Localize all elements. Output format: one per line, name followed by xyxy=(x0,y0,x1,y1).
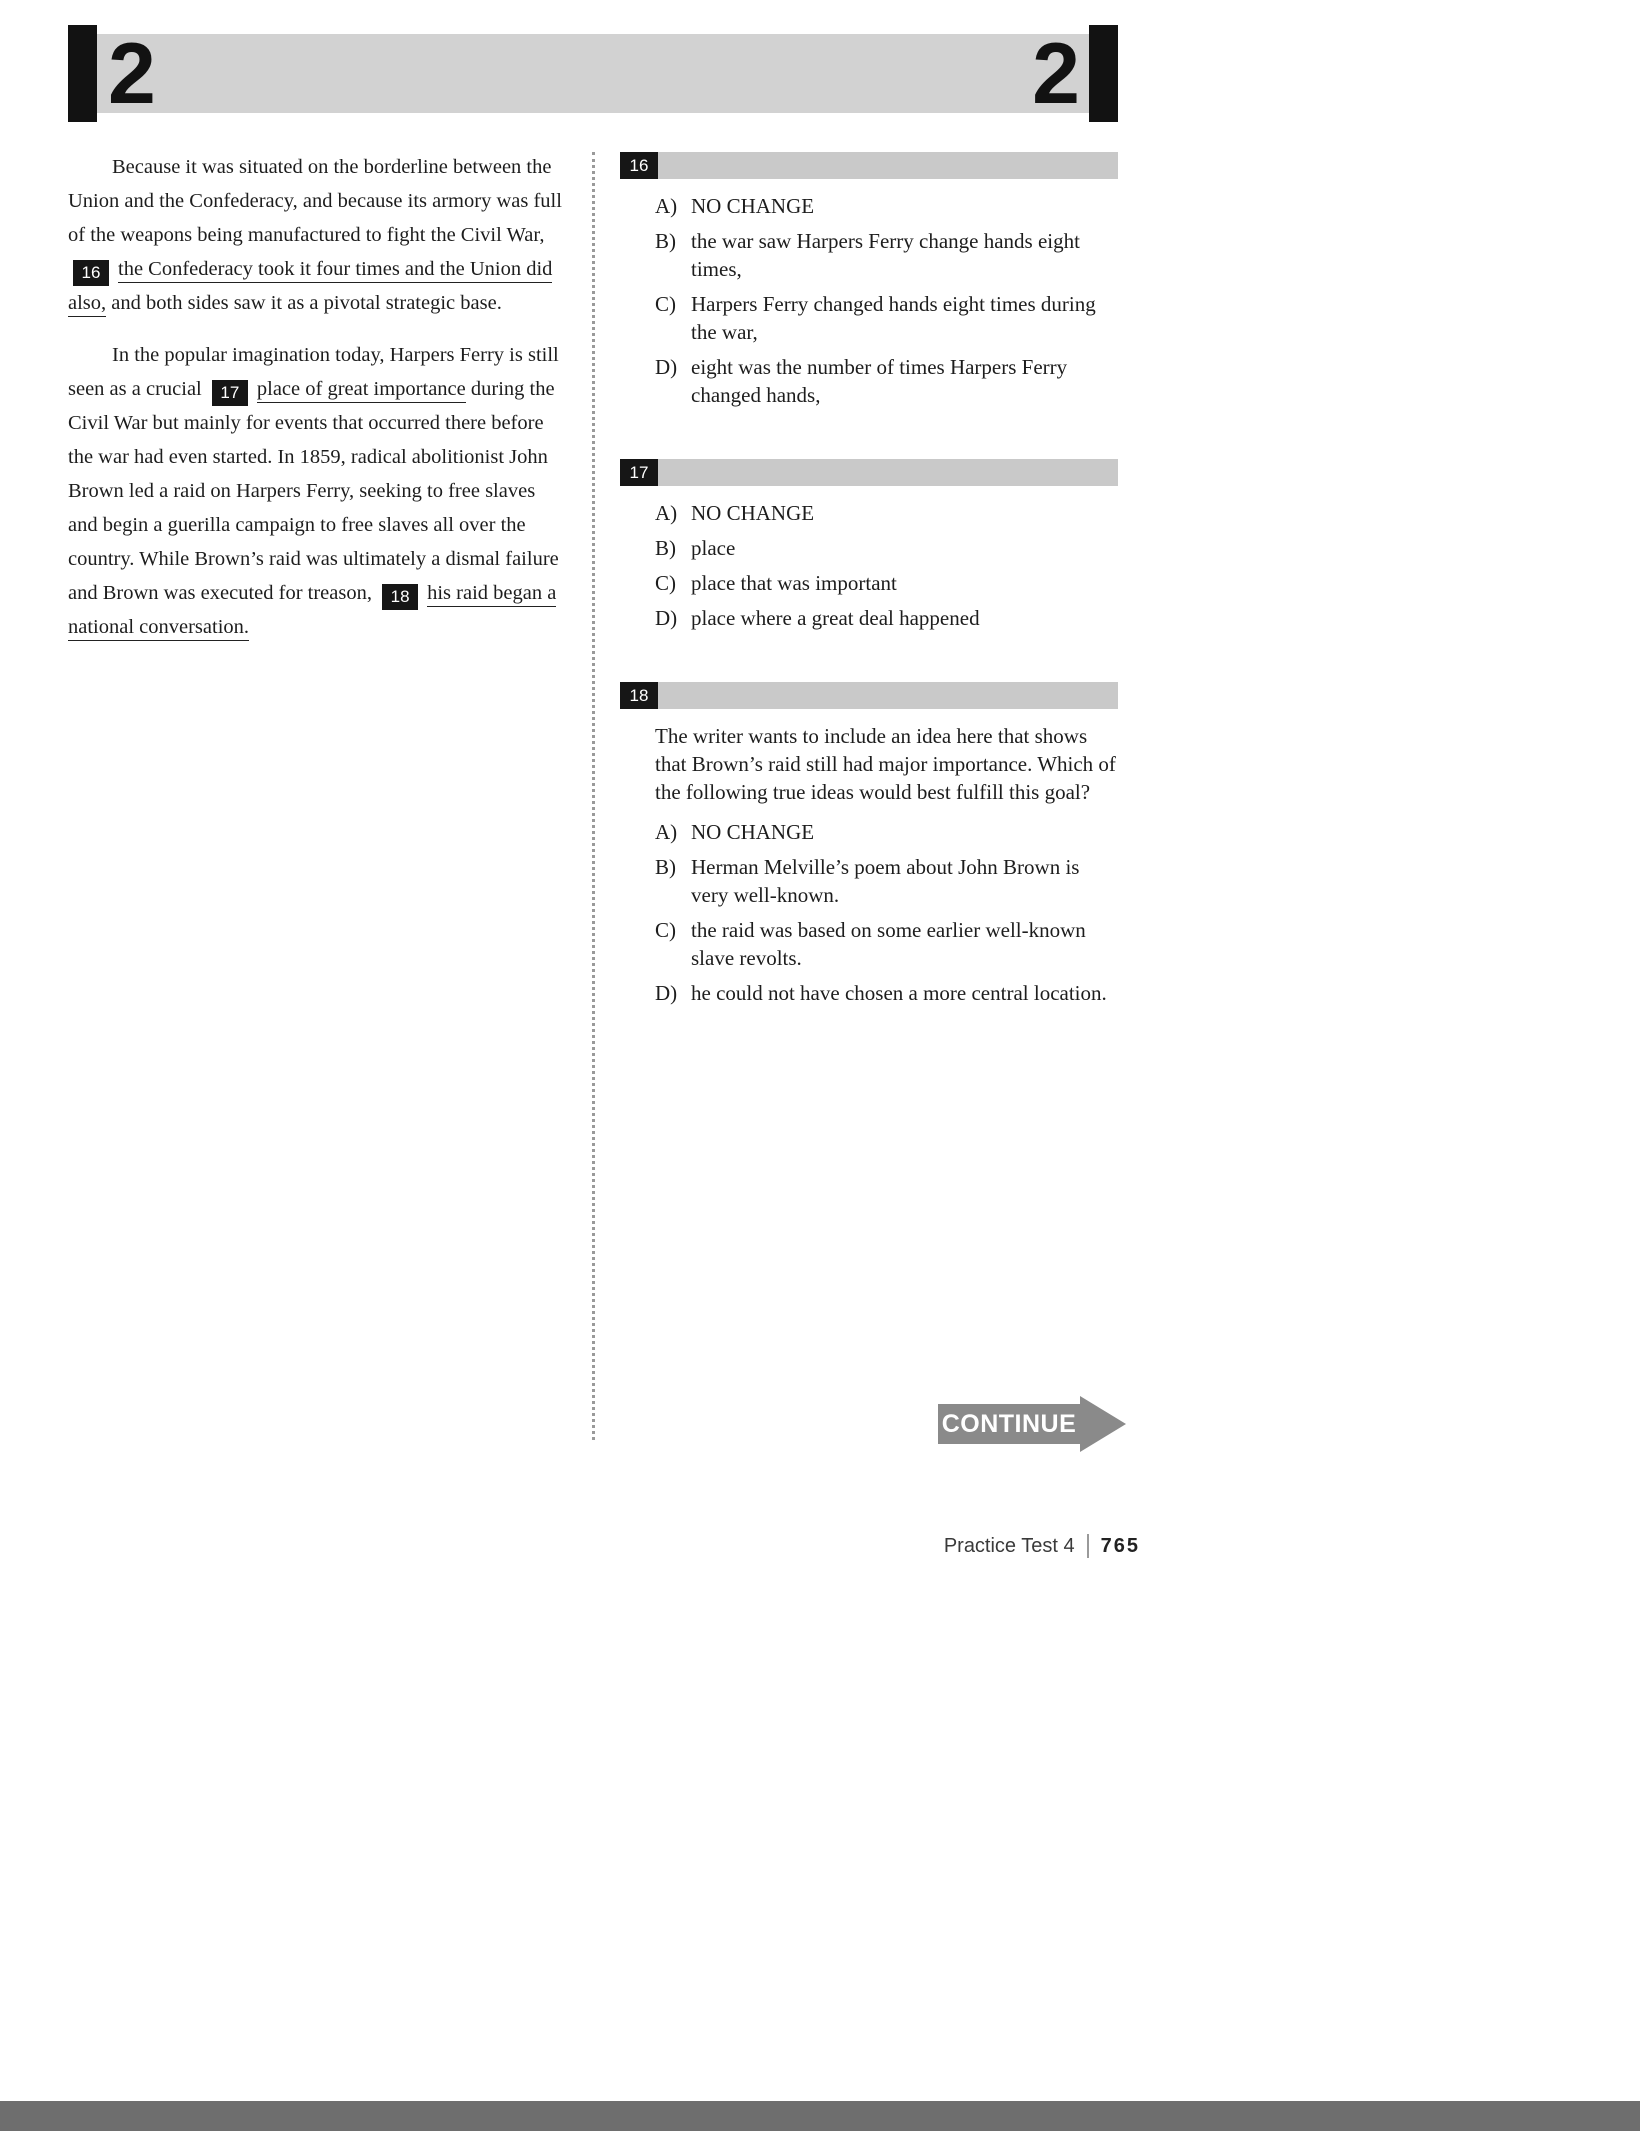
continue-banner xyxy=(938,1396,1126,1452)
question-number: 18 xyxy=(620,682,658,709)
choice-text: the raid was based on some earlier well-known slave revolts. xyxy=(691,918,1086,970)
choice-text: NO CHANGE xyxy=(691,501,815,525)
answer-choice-16-C xyxy=(620,290,1118,346)
question-17 xyxy=(620,459,1118,632)
question-number: 17 xyxy=(620,459,658,486)
choice-text: NO CHANGE xyxy=(691,194,815,218)
answer-choice-17-A xyxy=(620,499,1118,527)
passage xyxy=(68,150,566,644)
answer-choices xyxy=(620,192,1118,409)
question-number-bar xyxy=(620,152,1118,179)
answer-choices xyxy=(620,818,1118,1007)
passage-underlined-text: place of great importance xyxy=(257,378,466,403)
footer-divider xyxy=(1087,1534,1089,1558)
choice-letter: D) xyxy=(655,606,678,630)
question-16 xyxy=(620,152,1118,409)
passage-text: Because it was situated on the borderline between the Union and the Confederacy, and because its armory was full of the weapons being manufactured to fight the Civil War, xyxy=(68,156,562,246)
header-gray-band xyxy=(97,34,1089,113)
passage-column xyxy=(68,150,566,644)
page-header xyxy=(68,25,1118,122)
choice-letter: D) xyxy=(655,355,678,379)
question-number: 16 xyxy=(620,152,658,179)
choice-letter: B) xyxy=(655,229,676,253)
questions-column xyxy=(620,152,1118,1057)
choice-letter: C) xyxy=(655,292,676,316)
answer-choice-18-B xyxy=(620,853,1118,909)
passage-paragraph xyxy=(68,150,566,320)
passage-text: In the popular imagination today, Harpers Ferry is still seen as a crucial xyxy=(68,344,559,400)
passage-text: during the Civil War but mainly for events that occurred there before the war had even started. In 1859, radical abolitionist John Brown led a raid on Harpers Ferry, seeking to free slaves and begin a guerilla campaign to free slaves all over the country. While Brown’s raid was ultimately a dismal failure and Brown was executed for treason, xyxy=(68,378,559,604)
passage-marker-16: 16 xyxy=(73,260,109,286)
choice-text: Herman Melville’s poem about John Brown is very well-known. xyxy=(691,855,1080,907)
passage-marker-17: 17 xyxy=(212,380,248,406)
choice-letter: C) xyxy=(655,918,676,942)
answer-choice-17-C xyxy=(620,569,1118,597)
continue-label: CONTINUE xyxy=(938,1404,1080,1444)
footer-test-label: Practice Test 4 xyxy=(943,1534,1075,1557)
choice-text: place where a great deal happened xyxy=(691,606,980,630)
header-black-bar-right xyxy=(1089,25,1118,122)
answer-choice-18-C xyxy=(620,916,1118,972)
question-18 xyxy=(620,682,1118,1007)
answer-choice-18-A xyxy=(620,818,1118,846)
choice-text: Harpers Ferry changed hands eight times during the war, xyxy=(691,292,1096,344)
choice-letter: A) xyxy=(655,194,678,218)
section-number-left: 2 xyxy=(108,26,156,122)
passage-text: and both sides saw it as a pivotal strategic base. xyxy=(106,292,502,314)
column-divider xyxy=(592,152,595,1440)
choice-letter: A) xyxy=(655,820,678,844)
answer-choice-18-D xyxy=(620,979,1118,1007)
passage-marker-18: 18 xyxy=(382,584,418,610)
answer-choices xyxy=(620,499,1118,632)
section-number-right: 2 xyxy=(1032,26,1080,122)
choice-text: eight was the number of times Harpers Ferry changed hands, xyxy=(691,355,1068,407)
answer-choice-17-D xyxy=(620,604,1118,632)
choice-letter: D) xyxy=(655,981,678,1005)
choice-letter: C) xyxy=(655,571,676,595)
choice-text: the war saw Harpers Ferry change hands eight times, xyxy=(691,229,1080,281)
choice-letter: A) xyxy=(655,501,678,525)
passage-underlined-text: the Confederacy took it four times and the Union did also, xyxy=(68,258,552,317)
answer-choice-16-D xyxy=(620,353,1118,409)
choice-text: NO CHANGE xyxy=(691,820,815,844)
passage-underlined-text: his raid began a national conversation. xyxy=(68,582,556,641)
choice-letter: B) xyxy=(655,855,676,879)
question-number-bar xyxy=(620,459,1118,486)
answer-choice-17-B xyxy=(620,534,1118,562)
choice-text: he could not have chosen a more central location. xyxy=(691,981,1107,1005)
choice-letter: B) xyxy=(655,536,676,560)
choice-text: place xyxy=(691,536,736,560)
page-footer xyxy=(0,1534,1140,1558)
question-number-bar xyxy=(620,682,1118,709)
footer-page-number: 765 xyxy=(1100,1534,1140,1557)
bottom-edge-strip xyxy=(0,2101,1640,2131)
passage-paragraph xyxy=(68,338,566,644)
answer-choice-16-A xyxy=(620,192,1118,220)
continue-arrow-icon xyxy=(1080,1396,1126,1452)
answer-choice-16-B xyxy=(620,227,1118,283)
choice-text: place that was important xyxy=(691,571,897,595)
header-black-bar-left xyxy=(68,25,97,122)
question-stem: The writer wants to include an idea here that shows that Brown’s raid still had major importance. Which of the following true ideas would best fulfill this goal? xyxy=(655,724,1116,804)
